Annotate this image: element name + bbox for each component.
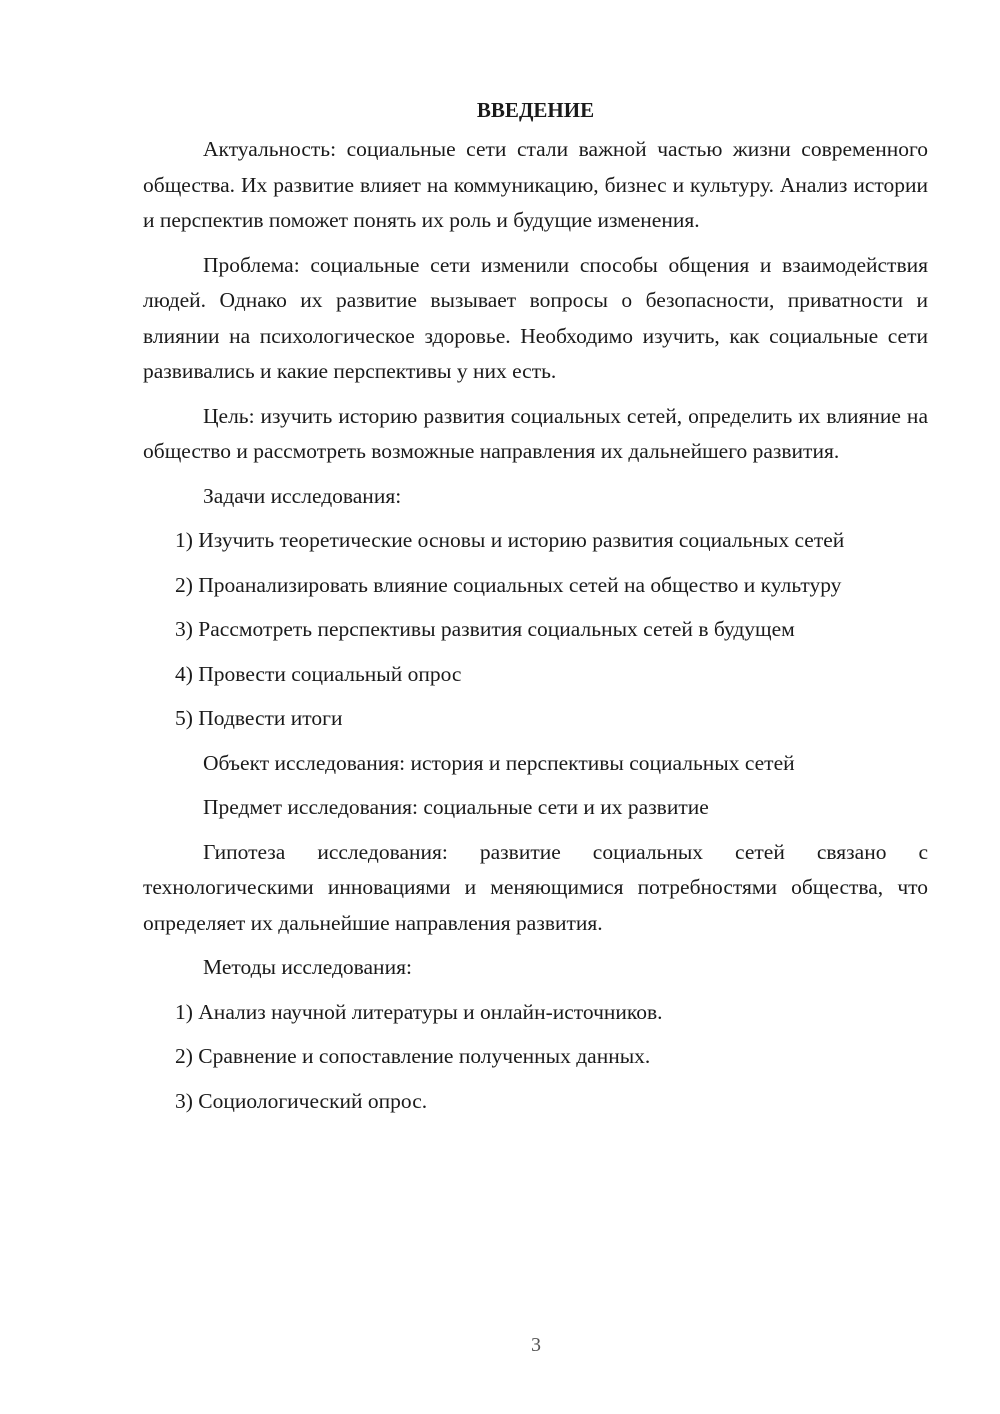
method-item: 3) Социологический опрос. [175,1088,428,1113]
task-item: 3) Рассмотреть перспективы развития социальных сетей в будущем [175,617,795,641]
methods-heading: Методы исследования: [203,955,412,979]
relevance-paragraph: Актуальность: социальные сети стали важной частью жизни современного общества. Их развитие влияет на коммуникацию, бизнес и культуру. Анализ истории и перспектив поможет понять их роль и будущие изменения. [143,137,928,232]
task-item: 5) Подвести итоги [175,706,343,730]
page-title: ВВЕДЕНИЕ [476,98,595,122]
object-paragraph: Объект исследования: история и перспективы социальных сетей [203,750,795,775]
tasks-heading: Задачи исследования: [203,483,402,508]
method-item: 2) Сравнение и сопоставление полученных данных. [175,1044,651,1068]
problem-paragraph: Проблема: социальные сети изменили способы общения и взаимодействия людей. Однако их развитие вызывает вопросы о безопасности, приватности и влиянии на психологическое здоровье. Необходимо изучить, как социальные сети развивались и какие перспективы у них есть. [143,252,928,383]
task-item: 1) Изучить теоретические основы и историю развития социальных сетей [175,528,845,552]
page-number: 3 [531,1334,541,1356]
subject-paragraph: Предмет исследования: социальные сети и их развитие [203,795,709,819]
task-item: 2) Проанализировать влияние социальных сетей на общество и культуру [175,572,842,597]
hypothesis-paragraph: Гипотеза исследования: развитие социальных сетей связано с технологическими инновациями и меняющимися потребностями общества, что определяет их дальнейшие направления развития. [143,839,928,935]
document-page [143,92,928,1128]
task-item: 4) Провести социальный опрос [175,661,462,686]
method-item: 1) Анализ научной литературы и онлайн-источников. [175,999,663,1024]
goal-paragraph: Цель: изучить историю развития социальных сетей, определить их влияние на общество и рассмотреть возможные направления их дальнейшего развития. [143,403,928,463]
